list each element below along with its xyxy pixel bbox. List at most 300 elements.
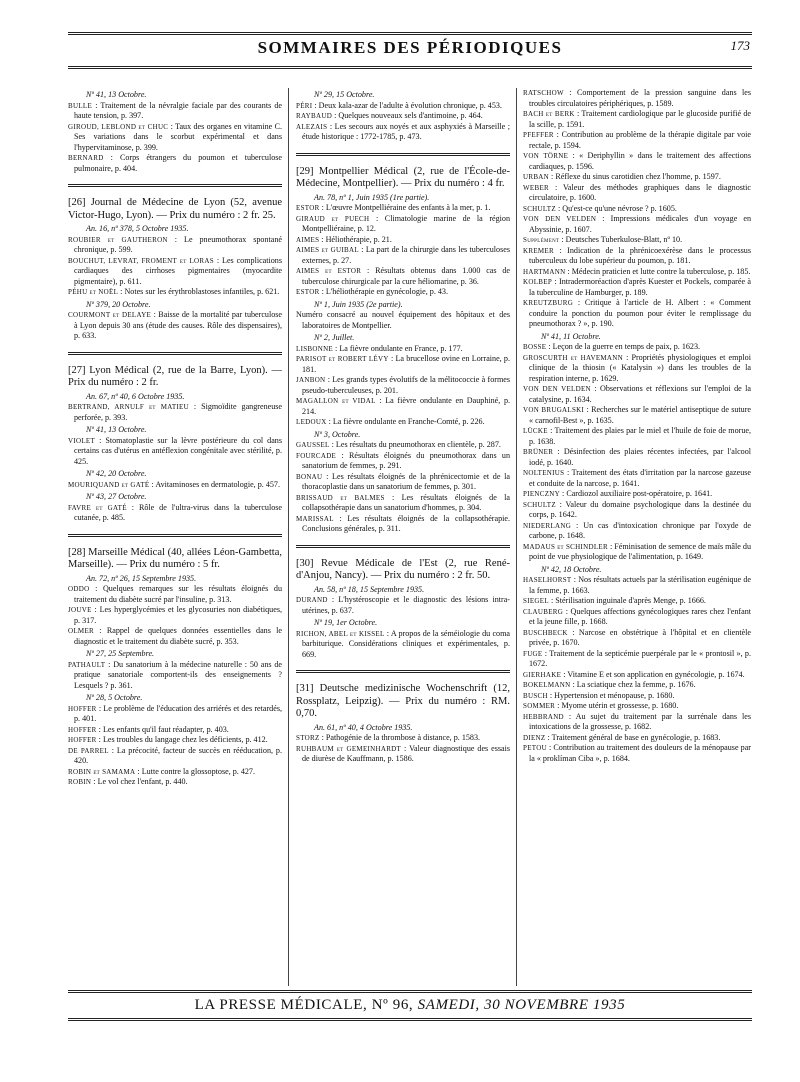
separator: : xyxy=(555,203,563,213)
article-author: GIROUD, LEBLOND et CHUC xyxy=(68,122,169,131)
separator: : xyxy=(188,402,202,411)
article-entry xyxy=(523,733,751,744)
article-author: KREMER xyxy=(523,246,554,255)
separator: : xyxy=(95,435,106,445)
article-title: Résultats éloignés du pneumothorax dans un sanatorium de femmes, p. 291. xyxy=(302,450,510,470)
issue-line: Nº 28, 5 Octobre. xyxy=(86,693,143,702)
article-entry xyxy=(296,375,510,396)
article-author: BRISSAUD et BALMES xyxy=(296,493,385,502)
separator: : xyxy=(547,690,555,700)
article-author: MAGALLON et VIDAL xyxy=(296,397,376,405)
separator: : xyxy=(94,626,107,635)
article-title: Narcose en obstétrique à l'hôpital et en clientèle privée, p. 1670. xyxy=(529,627,752,647)
article-entry xyxy=(68,777,282,788)
article-title: Médecin praticien et lutte contre la tuberculose, p. 185. xyxy=(571,266,751,276)
article-author: BONAU xyxy=(296,472,323,481)
article-title: Myome utérin et grossesse, p. 1680. xyxy=(561,701,679,710)
footer-issue: Nº 96, xyxy=(371,997,414,1013)
separator: : xyxy=(126,502,139,512)
article-title: Taux des organes en vitamine C. Ses variations dans le scorbut expérimental et dans l'hypervitaminose, p. 399. xyxy=(74,121,282,152)
section-rule xyxy=(68,184,282,187)
article-author: JOUVE xyxy=(68,606,92,614)
article-title: Deux kala-azar de l'adulte à évolution chronique, p. 453. xyxy=(318,100,502,110)
article-title: Les enfants qu'il faut réadapter, p. 403. xyxy=(102,724,229,734)
article-title: Deutsches Tuberkulose-Blatt, nº 10. xyxy=(565,235,683,244)
article-entry xyxy=(68,584,282,605)
article-author: SIEGEL xyxy=(523,597,549,605)
article-title: La fièvre ondulante en France, p. 177. xyxy=(339,343,463,353)
section-rule xyxy=(68,534,282,537)
article-title: Propriétés physiologiques et emploi clinique de la thiosin (« Katalysin ») dans les troubles de la respiration interne, p. 1629. xyxy=(529,352,751,383)
article-author: ESTOR xyxy=(296,288,320,296)
article-author: LEDOUX xyxy=(296,418,327,426)
article-entry xyxy=(523,542,751,563)
article-title: La précocité, facteur de succès en rééducation, p. 420. xyxy=(74,745,283,765)
article-title: Lutte contre la glossoptose, p. 427. xyxy=(141,766,255,776)
header-rule-top xyxy=(68,32,752,35)
separator: : xyxy=(326,417,333,426)
journal-heading: [27] Lyon Médical (2, rue de la Barre, Lyon). — Prix du numéro : 2 fr. xyxy=(68,364,282,388)
article-entry xyxy=(296,733,510,744)
article-title: Recherches sur le matériel antiseptique de suture « carnofil-Best », p. 1635. xyxy=(529,405,752,425)
article-author: VON TÖRNE xyxy=(523,152,569,160)
article-title: Féminisation de semence de maïs mâle du point de vue physiologique de l'alimentation, p. 1649. xyxy=(529,541,751,561)
separator: : xyxy=(388,354,396,363)
separator: : xyxy=(213,255,222,265)
article-entry xyxy=(523,670,751,681)
article-author: VON BRUGALSKI xyxy=(523,406,585,414)
article-entry xyxy=(296,344,510,355)
issue-line: Nº 2, Juillet. xyxy=(314,333,355,342)
article-entry xyxy=(68,287,282,298)
article-author: BACH et BERK xyxy=(523,110,575,118)
separator: : xyxy=(546,743,554,752)
article-title: L'héliothérapie en gynécologie, p. 43. xyxy=(325,287,448,296)
issue-line: Nº 379, 20 Octobre. xyxy=(86,299,151,309)
article-title: Traitement de la névralgie faciale par des courants de haute tension, p. 397. xyxy=(74,100,282,120)
article-entry xyxy=(68,122,282,154)
separator: : xyxy=(358,245,366,254)
article-title: Stérilisation inguinale d'après Menge, p. 1666. xyxy=(555,596,706,605)
article-author: BUSCHBECK xyxy=(523,628,568,637)
article-entry xyxy=(523,214,751,235)
separator: : xyxy=(105,659,114,669)
separator: : xyxy=(567,627,579,637)
article-author: BERTRAND, ARNULF et MATIEU xyxy=(68,403,189,411)
article-title: Le problème de l'éducation des arriérés et des retardés, p. 401. xyxy=(74,703,282,723)
article-title: Traitement de la septicémie puerpérale par le « prontosil », p. 1672. xyxy=(529,648,751,668)
article-entry xyxy=(523,298,751,330)
issue-line: An. 61, nº 40, 4 Octobre 1935. xyxy=(314,722,413,732)
separator: : xyxy=(92,100,101,110)
article-author: NIEDERLANG xyxy=(523,521,572,530)
article-title: Intradermoréaction d'après Kuester et Pockels, comparée à la tuberculine de Hamburger, p. 189. xyxy=(529,277,751,297)
separator: : xyxy=(563,88,577,97)
article-author: BUSCH xyxy=(523,691,548,700)
article-author: FUGE xyxy=(523,649,543,658)
article-entry xyxy=(523,151,751,172)
article-title: Les secours aux noyés et aux asphyxiés à Marseille ; étude historique : 1772-1785, p. 473. xyxy=(302,121,510,141)
separator: : xyxy=(325,375,333,384)
article-author: Supplément xyxy=(523,236,560,244)
article-entry xyxy=(68,605,282,626)
article-author: URBAN xyxy=(523,173,550,181)
article-author: PIENCZNY xyxy=(523,490,561,498)
separator: : xyxy=(542,648,550,658)
article-entry xyxy=(68,725,282,736)
separator: : xyxy=(560,489,567,498)
article-entry xyxy=(296,235,510,246)
article-entry xyxy=(68,153,282,174)
article-author: CLAUBERG xyxy=(523,607,564,616)
article-entry xyxy=(523,277,751,298)
article-entry xyxy=(296,245,510,266)
column-divider xyxy=(516,88,517,986)
article-title: Les complications cardiaques des cirrhoses pigmentaires (myocardite pigmentaire), p. 611. xyxy=(74,255,282,286)
issue-line: An. 16, nº 378, 5 Octobre 1935. xyxy=(86,224,189,233)
article-entry xyxy=(68,310,282,342)
article-title: La sciatique chez la femme, p. 1676. xyxy=(576,680,696,689)
article-author: GAUSSEL xyxy=(296,441,330,449)
article-title: Avitaminoses en dermatologie, p. 457. xyxy=(155,479,280,489)
article-title: Le vol chez l'enfant, p. 440. xyxy=(97,777,188,786)
article-title: Quelques remarques sur les résultats éloignés du traitement du diabète sucré par l'insuline, p. 313. xyxy=(74,584,282,604)
article-entry xyxy=(296,214,510,235)
separator: : xyxy=(574,109,582,118)
article-entry xyxy=(523,447,751,468)
article-title: Impressions médicales d'un voyage en Abyssinie, p. 1607. xyxy=(529,214,752,234)
separator: : xyxy=(332,111,339,120)
article-entry xyxy=(523,88,751,109)
article-title: Les hyperglycémies et les glycosuries non diabétiques, p. 317. xyxy=(74,605,282,625)
article-title: Nos résultats actuels par la stérilisation eugénique de la femme, p. 1663. xyxy=(529,575,751,595)
article-entry xyxy=(523,500,751,521)
issue-line: An. 58, nº 18, 15 Septembre 1935. xyxy=(314,584,425,594)
separator: : xyxy=(89,584,103,593)
article-title: Les résultats éloignés de la collapsothérapie dans un sanatorium d'hommes, p. 304. xyxy=(302,492,510,512)
separator: : xyxy=(135,766,142,776)
article-entry xyxy=(296,354,510,375)
article-author: AIMES et GUIBAL xyxy=(296,246,359,254)
article-title: Le pneumothorax spontané chronique, p. 599. xyxy=(74,234,283,254)
separator: : xyxy=(333,513,348,523)
article-entry xyxy=(523,712,751,733)
separator: : xyxy=(384,628,391,638)
article-entry xyxy=(296,287,510,298)
article-title: La part de la chirurgie dans les tuberculoses externes, p. 27. xyxy=(302,245,510,265)
article-author: ROUBIER et GAUTHERON xyxy=(68,235,168,244)
article-entry xyxy=(68,660,282,692)
article-entry xyxy=(523,267,751,278)
article-entry xyxy=(523,680,751,691)
separator: : xyxy=(553,245,568,255)
separator: : xyxy=(327,595,339,604)
separator: : xyxy=(168,121,176,131)
article-entry xyxy=(523,384,751,405)
article-entry xyxy=(523,405,751,426)
article-entry xyxy=(523,575,751,596)
article-author: ROBIN xyxy=(68,778,92,786)
separator: : xyxy=(563,606,571,616)
issue-line: Nº 41, 13 Octobre. xyxy=(86,90,147,99)
article-entry xyxy=(296,111,510,122)
article-author: ODDO xyxy=(68,585,90,593)
article-author: ROBIN et SAMAMA xyxy=(68,767,136,776)
separator: : xyxy=(401,743,410,753)
article-author: PÉHU et NOËL xyxy=(68,288,119,296)
article-entry xyxy=(296,493,510,514)
separator: : xyxy=(91,605,100,614)
separator: : xyxy=(96,735,103,744)
article-author: GIERHAKE xyxy=(523,670,562,679)
article-author: FAVRE et GATÉ xyxy=(68,503,127,512)
article-entry xyxy=(68,503,282,524)
article-title: Valeur des méthodes graphiques dans le diagnostic circulatoire, p. 1600. xyxy=(529,182,751,202)
article-author: KREUTZBURG xyxy=(523,299,574,307)
article-title: Qu'est-ce qu'une névrose ? p. 1605. xyxy=(562,203,677,213)
article-author: COURMONT et DELAYE xyxy=(68,311,152,319)
article-author: GIRAUD et PUECH xyxy=(296,214,370,223)
page-header xyxy=(68,38,752,62)
article-entry xyxy=(523,130,751,151)
page-title: SOMMAIRES DES PÉRIODIQUES xyxy=(257,38,563,57)
separator: : xyxy=(607,541,615,551)
issue-line: An. 72, nº 26, 15 Septembre 1935. xyxy=(86,573,197,583)
article-entry xyxy=(523,521,751,542)
article-author: OLMER xyxy=(68,627,94,635)
separator: : xyxy=(151,310,159,319)
article-author: PATHAULT xyxy=(68,660,106,669)
article-author: SOMMER xyxy=(523,702,556,710)
article-author: BERNARD xyxy=(68,154,104,162)
article-author: AIMES xyxy=(296,235,320,244)
article-entry xyxy=(523,183,751,204)
separator: : xyxy=(563,711,576,721)
separator: : xyxy=(96,703,104,713)
article-author: JANBON xyxy=(296,376,326,384)
article-author: MARISSAL xyxy=(296,514,334,523)
article-title: Héliothérapie, p. 21. xyxy=(325,234,392,244)
separator: : xyxy=(545,732,552,742)
issue-line: Nº 42, 18 Octobre. xyxy=(541,564,602,574)
article-entry xyxy=(523,204,751,215)
article-title: Baisse de la mortalité par tuberculose à Lyon depuis 30 ans (étude des causes. Rôle des dispensaires), p. 633. xyxy=(74,310,283,340)
article-author: HARTMANN xyxy=(523,267,566,276)
article-author: MADAUS et SCHINDLER xyxy=(523,542,608,551)
article-title: Comportement de la pression sanguine dans les troubles circulatoires périphériques, p. 1589. xyxy=(529,88,752,108)
separator: : xyxy=(319,203,326,212)
article-author: BOUCHUT, LEVRAT, FROMENT et LORAS xyxy=(68,256,214,265)
separator: : xyxy=(584,405,592,414)
article-title: A propos de la séméiologie du coma barbiturique. Considérations cliniques et expérimentales, p. 669. xyxy=(302,628,510,659)
article-author: LÜCKE xyxy=(523,427,548,435)
column-divider xyxy=(288,88,289,986)
article-title: Contribution au traitement des douleurs de la ménopause par la « proklíman Ciba », p. 1684. xyxy=(529,743,751,763)
article-author: VON DEN VELDEN xyxy=(523,385,591,393)
separator: : xyxy=(571,575,579,584)
article-title: Du sanatorium à la médecine naturelle : 50 ans de pratique sanatoriale comportent-ils des enseignements ? Lesquels ? p. 361. xyxy=(74,659,283,690)
article-entry xyxy=(296,396,510,417)
separator: : xyxy=(319,287,326,296)
article-entry xyxy=(523,743,751,764)
separator: : xyxy=(570,680,577,689)
article-entry xyxy=(68,746,282,767)
article-entry xyxy=(296,203,510,214)
article-author: SCHULTZ xyxy=(523,204,556,213)
article-author: BOSSE xyxy=(523,343,547,351)
article-entry xyxy=(523,468,751,489)
article-title: La fièvre ondulante en Dauphiné, p. 214. xyxy=(302,396,511,416)
separator: : xyxy=(561,669,568,679)
separator: : xyxy=(564,468,572,477)
article-entry xyxy=(68,480,282,491)
separator: : xyxy=(369,213,385,223)
article-author: KOLBEP xyxy=(523,278,553,286)
separator: : xyxy=(167,234,184,244)
article-entry xyxy=(523,701,751,712)
article-title: Les résultats du pneumothorax en clientèle, p. 287. xyxy=(335,440,501,449)
footer-journal: LA PRESSE MÉDICALE, xyxy=(194,997,368,1013)
article-entry xyxy=(523,489,751,500)
article-entry xyxy=(523,649,751,670)
article-entry xyxy=(523,246,751,267)
section-rule xyxy=(296,153,510,156)
separator: : xyxy=(108,745,117,755)
article-title: Notes sur les érythroblastoses infantiles, p. 621. xyxy=(124,287,280,296)
article-title: Cardiozol auxiliaire post-opératoire, p. 1641. xyxy=(566,489,713,498)
separator: : xyxy=(549,182,563,192)
article-entry xyxy=(68,402,282,423)
article-entry xyxy=(296,417,510,428)
article-entry xyxy=(296,440,510,451)
issue-line: An. 67, nº 40, 6 Octobre 1935. xyxy=(86,391,185,401)
article-title: L'hystéroscopie et le diagnostic des lésions intra-utérines, p. 637. xyxy=(302,595,511,615)
article-title: Traitement des plaies par le miel et l'huile de foie de morue, p. 1638. xyxy=(529,426,751,446)
separator: : xyxy=(319,234,326,244)
article-title: Rôle de l'ultra-virus dans la tuberculose cutanée, p. 485. xyxy=(74,502,283,522)
separator: : xyxy=(555,499,566,509)
article-author: RAYBAUD xyxy=(296,112,333,120)
article-entry xyxy=(68,626,282,647)
article-title: Indication de la phrénicoexérèse dans le processus tuberculeux du lobe supérieur du poumon, p. 181. xyxy=(529,245,751,265)
separator: : xyxy=(375,396,386,405)
article-title: Traitement cardiologique par le glucoside purifié de la scille, p. 1591. xyxy=(529,109,752,129)
separator: : xyxy=(149,479,156,489)
article-title: La brucellose ovine en Lorraine, p. 181. xyxy=(302,354,510,374)
column-2 xyxy=(296,88,510,765)
article-title: Valeur diagnostique des essais de diurèse de Kauffmann, p. 1586. xyxy=(302,743,510,763)
separator: : xyxy=(103,153,120,162)
issue-line: Nº 1, Juin 1935 (2e partie). xyxy=(314,299,403,309)
article-entry xyxy=(523,596,751,607)
separator: : xyxy=(548,596,556,605)
article-author: VON DEN VELDEN xyxy=(523,215,597,223)
article-entry xyxy=(68,735,282,746)
article-author: AIMES et ESTOR xyxy=(296,267,362,275)
article-author: HOFFER xyxy=(68,736,97,744)
article-title: La fièvre ondulante en Franche-Comté, p. 226. xyxy=(332,417,485,426)
section-rule xyxy=(68,352,282,355)
separator: : xyxy=(552,277,559,286)
article-author: RICHON, ABEL et KISSEL xyxy=(296,629,385,638)
issue-line: Nº 19, 1er Octobre. xyxy=(314,618,378,627)
article-entry xyxy=(296,595,510,616)
separator: : xyxy=(327,121,335,131)
separator: : xyxy=(329,440,336,449)
article-title: Climatologie marine de la région Montpelliéraine, p. 12. xyxy=(302,213,510,233)
article-title: Traitement général de base en gynécologie, p. 1683. xyxy=(551,732,721,742)
article-entry xyxy=(296,744,510,765)
article-title: Un cas d'intoxication chronique par l'oxyde de carbone, p. 1648. xyxy=(529,520,752,540)
separator: : xyxy=(361,266,376,275)
separator: : xyxy=(549,172,556,181)
article-author: RUHBAUM et GEMEINHARDT xyxy=(296,744,402,753)
article-entry xyxy=(523,691,751,702)
article-title: Désinfection des plaies récentes infectées, par l'alcool iodé, p. 1640. xyxy=(529,447,751,467)
article-author: PARISOT et ROBERT LÉVY xyxy=(296,355,389,363)
article-entry xyxy=(68,256,282,288)
section-rule xyxy=(296,545,510,548)
article-entry xyxy=(523,426,751,447)
article-author: FOURCADE xyxy=(296,451,337,460)
article-entry xyxy=(68,436,282,468)
article-title: Observations et réflexions sur l'emploi de la catalysine, p. 1634. xyxy=(529,384,752,404)
issue-line: Nº 27, 25 Septembre. xyxy=(86,649,155,658)
article-entry xyxy=(523,628,751,649)
article-entry xyxy=(523,172,751,183)
article-entry xyxy=(523,109,751,130)
column-3 xyxy=(523,88,751,764)
page-number: 173 xyxy=(730,38,750,53)
article-entry xyxy=(296,101,510,112)
article-title: Traitement des états d'irritation par la narcose gazeuse et conduite de la narcose, p. 1641. xyxy=(529,468,751,488)
separator: : xyxy=(596,214,611,223)
article-entry xyxy=(296,451,510,472)
article-author: MOURIQUAND et GATÉ xyxy=(68,480,150,489)
article-entry xyxy=(68,767,282,778)
journal-heading: [31] Deutsche medizinische Wochenschrift (12, Rossplatz, Leipzig). — Prix du numéro : RM. 0,70. xyxy=(296,683,510,719)
separator: : xyxy=(559,235,566,244)
separator: : xyxy=(384,492,402,502)
article-title: Les résultats éloignés de la phrénicectomie et de la thoracoplastie dans un sanatorium de femmes, p. 301. xyxy=(302,471,510,491)
article-entry xyxy=(523,235,751,246)
article-author: PETOU xyxy=(523,744,547,752)
article-title: Contribution au problème de la thérapie digitale par voie rectale, p. 1594. xyxy=(529,130,751,150)
article-title: Valeur du domaine psychologique dans la destinée du corps, p. 1642. xyxy=(529,499,751,519)
article-title: Vitamine E et son application en gynécologie, p. 1674. xyxy=(567,669,745,679)
article-title: Pathogénie de la thrombose à distance, p. 1583. xyxy=(325,733,481,742)
article-author: HEBBRAND xyxy=(523,712,564,721)
article-title: Leçon de la guerre en temps de paix, p. 1623. xyxy=(552,342,701,351)
article-entry xyxy=(68,101,282,122)
article-author: VIOLET xyxy=(68,436,96,445)
separator: : xyxy=(312,100,319,110)
article-author: DURAND xyxy=(296,596,328,604)
article-author: NOLTENIUS xyxy=(523,469,565,477)
issue-note: Numéro consacré au nouvel équipement des hôpitaux et des laboratoires de Montpellier. xyxy=(296,310,510,330)
separator: : xyxy=(322,471,333,481)
footer-rule-bottom xyxy=(68,1018,752,1021)
article-title: Résultats obtenus dans 1.000 cas de tuberculose chirurgicale par la cure héliomarine, p. 36. xyxy=(302,266,510,286)
issue-line: Nº 41, 13 Octobre. xyxy=(86,425,147,434)
separator: : xyxy=(546,342,553,351)
article-entry xyxy=(523,607,751,628)
article-author: ESTOR xyxy=(296,204,320,212)
article-title: « Deriphyllin » dans le traitement des affections cardiaques, p. 1596. xyxy=(529,151,751,171)
issue-line: An. 78, nº 1, Juin 1935 (1re partie). xyxy=(314,192,430,202)
issue-line: Nº 41, 11 Octobre. xyxy=(541,331,601,341)
article-author: DIENZ xyxy=(523,733,546,742)
